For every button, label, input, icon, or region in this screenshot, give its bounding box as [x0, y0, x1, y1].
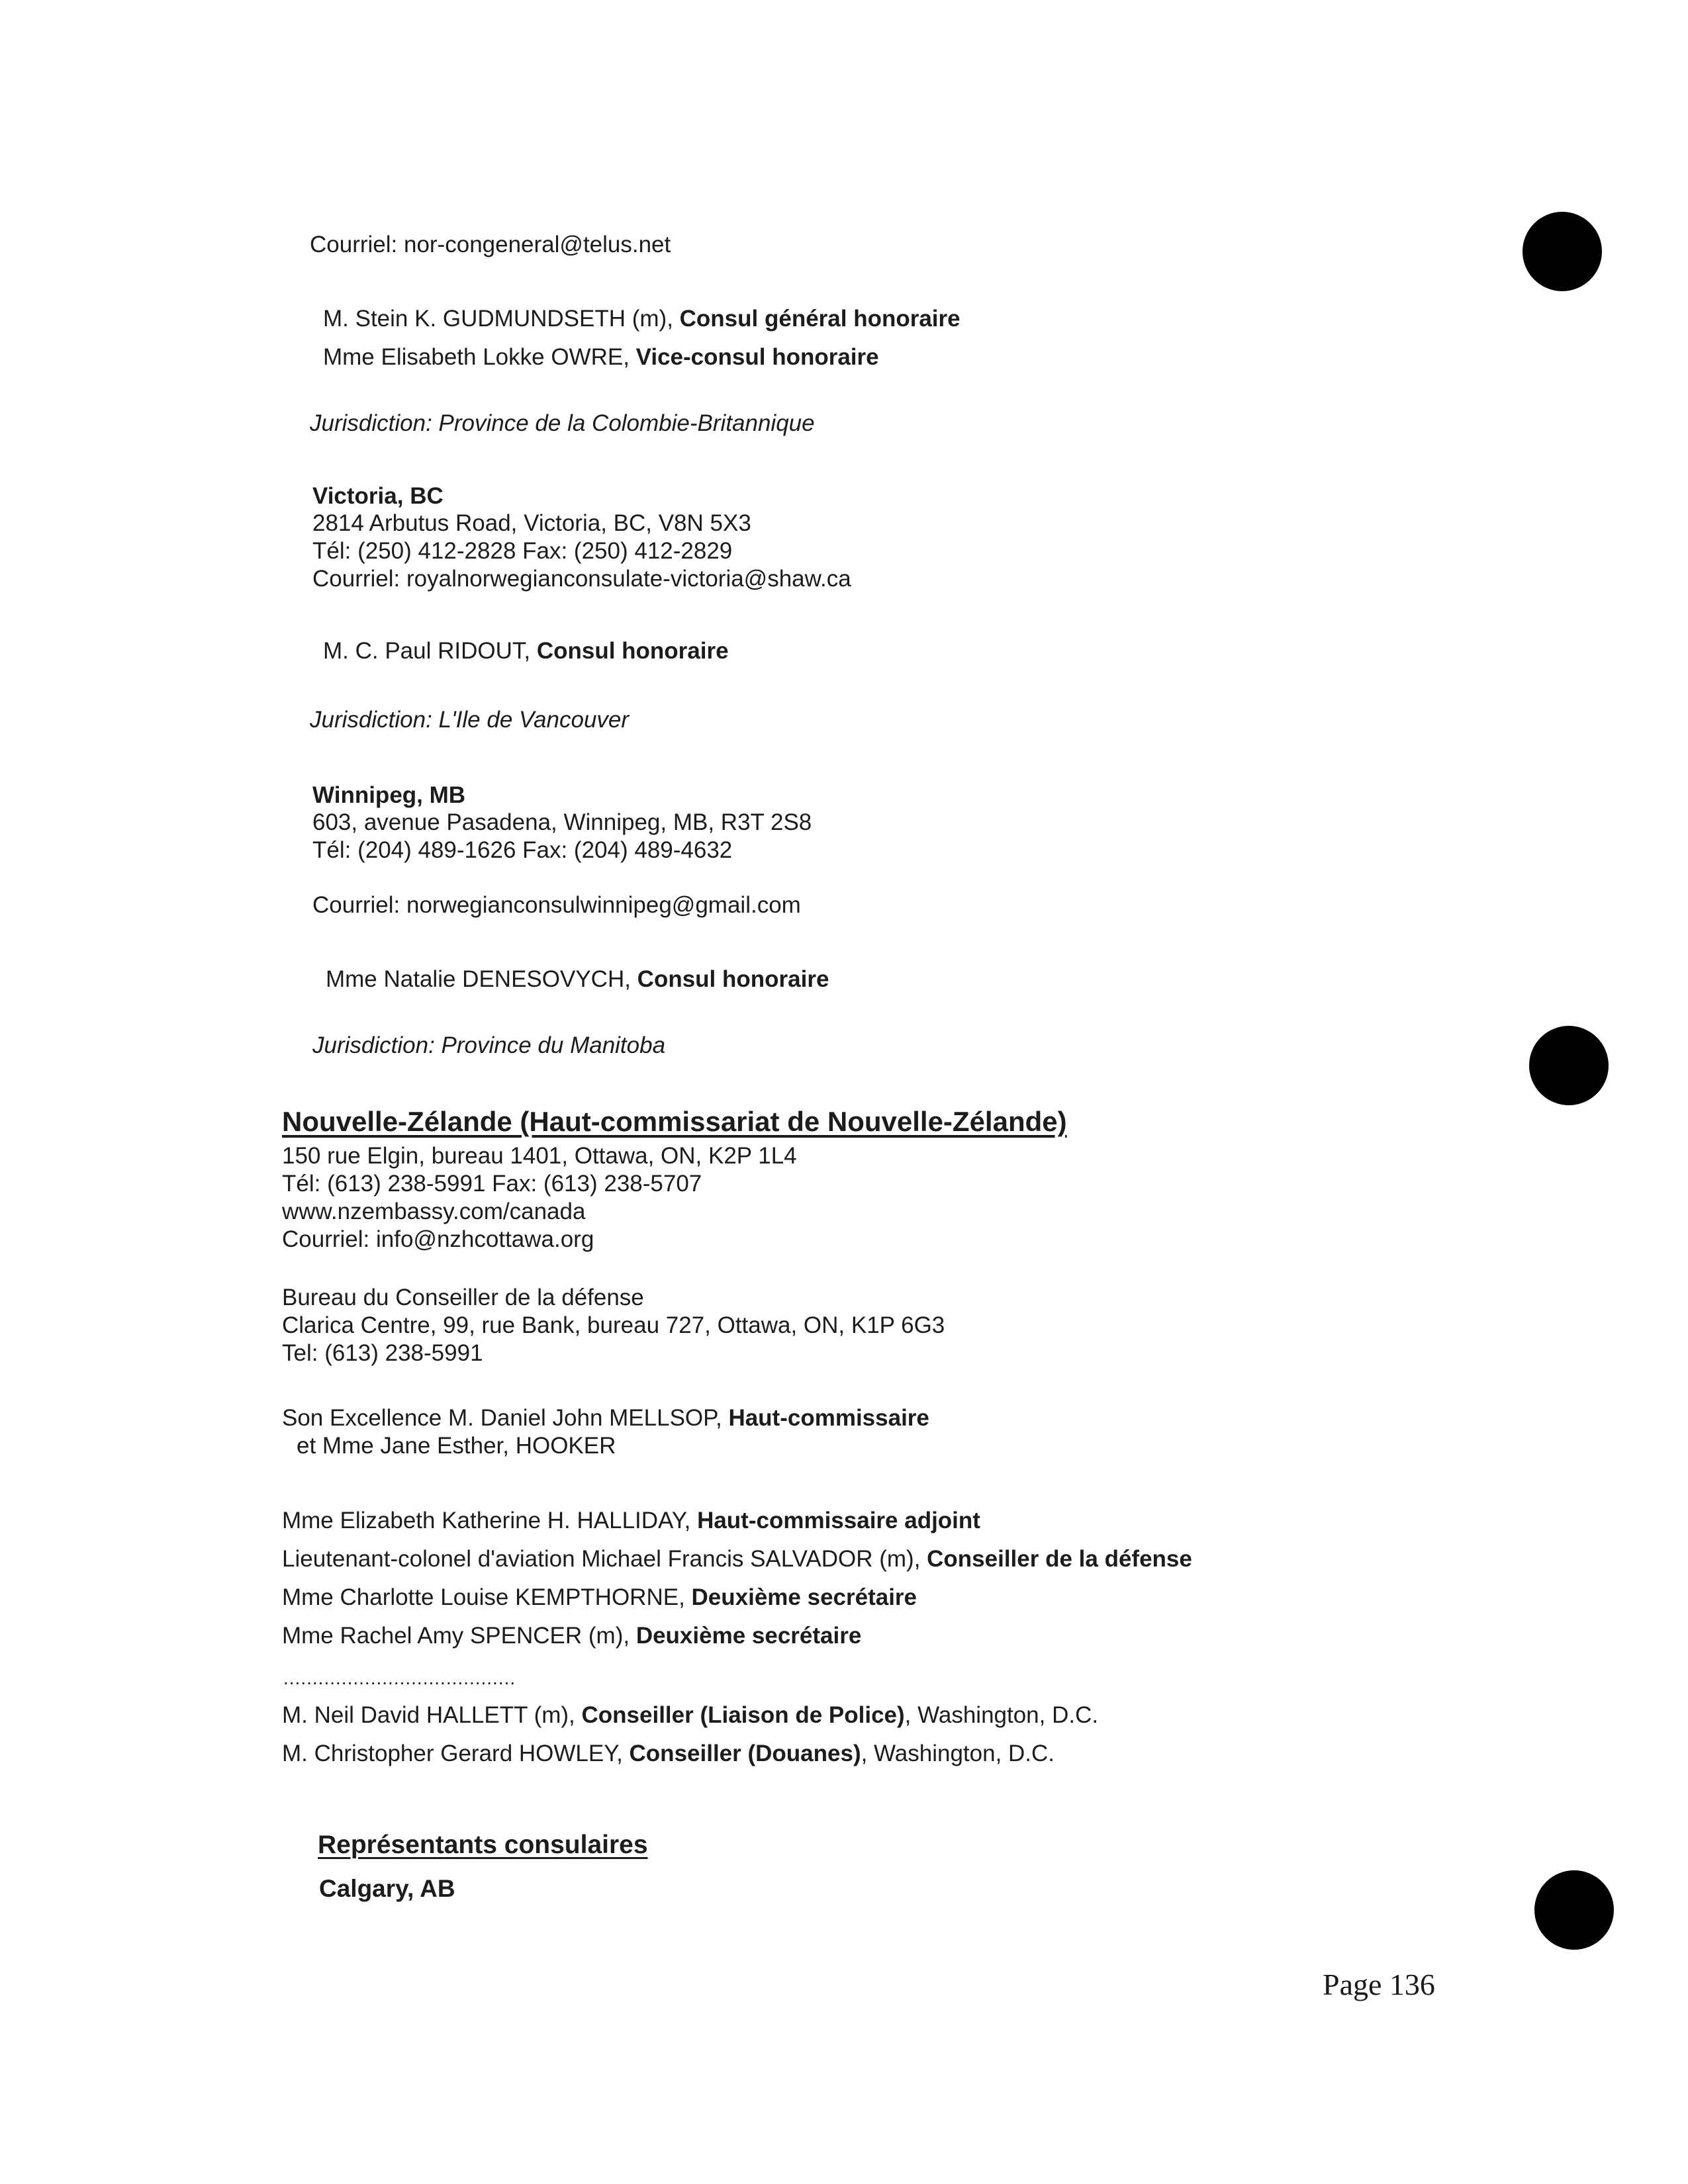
- vancouver-jurisdiction: Jurisdiction: Province de la Colombie-Britannique: [310, 410, 815, 436]
- nz-staff-halliday: Mme Elizabeth Katherine H. HALLIDAY, Haut-commissaire adjoint: [282, 1508, 980, 1533]
- victoria-phone: Tél: (250) 412-2828 Fax: (250) 412-2829: [312, 538, 733, 564]
- winnipeg-phone: Tél: (204) 489-1626 Fax: (204) 489-4632: [312, 837, 733, 863]
- page-number: Page 136: [1323, 1968, 1435, 2001]
- winnipeg-address: 603, avenue Pasadena, Winnipeg, MB, R3T 2S8: [312, 809, 812, 835]
- person-denesovych: Mme Natalie DENESOVYCH, Consul honoraire: [326, 966, 829, 992]
- person-ridout: M. C. Paul RIDOUT, Consul honoraire: [323, 638, 729, 664]
- nz-defence-office: Bureau du Conseiller de la défense: [282, 1285, 644, 1310]
- winnipeg-city: Winnipeg, MB: [312, 782, 466, 808]
- nz-defence-address: Clarica Centre, 99, rue Bank, bureau 727, Ottawa, ON, K1P 6G3: [282, 1312, 945, 1338]
- vancouver-email: Courriel: nor-congeneral@telus.net: [310, 232, 671, 257]
- nz-staff-salvador: Lieutenant-colonel d'aviation Michael Francis SALVADOR (m), Conseiller de la défense: [282, 1546, 1192, 1572]
- nz-email: Courriel: info@nzhcottawa.org: [282, 1226, 594, 1252]
- consular-city-calgary: Calgary, AB: [319, 1875, 455, 1902]
- nz-staff-hallett: M. Neil David HALLETT (m), Conseiller (Liaison de Police), Washington, D.C.: [282, 1702, 1099, 1728]
- victoria-city: Victoria, BC: [312, 483, 444, 509]
- winnipeg-jurisdiction: Jurisdiction: Province du Manitoba: [312, 1032, 666, 1058]
- consular-heading: Représentants consulaires: [318, 1831, 648, 1859]
- binder-hole-bottom: [1534, 1870, 1614, 1950]
- nz-staff-howley: M. Christopher Gerard HOWLEY, Conseiller (Douanes), Washington, D.C.: [282, 1741, 1055, 1766]
- nz-heading: Nouvelle-Zélande (Haut-commissariat de Nouvelle-Zélande): [282, 1106, 1067, 1137]
- victoria-jurisdiction: Jurisdiction: L'Ile de Vancouver: [310, 707, 630, 733]
- winnipeg-email: Courriel: norwegianconsulwinnipeg@gmail.com: [312, 892, 801, 918]
- victoria-address: 2814 Arbutus Road, Victoria, BC, V8N 5X3: [312, 510, 751, 536]
- nz-staff-kempthorne: Mme Charlotte Louise KEMPTHORNE, Deuxième secrétaire: [282, 1584, 917, 1610]
- nz-address: 150 rue Elgin, bureau 1401, Ottawa, ON, K2P 1L4: [282, 1143, 797, 1169]
- binder-hole-top: [1523, 212, 1602, 291]
- person-gudmundseth: M. Stein K. GUDMUNDSETH (m), Consul général honoraire: [323, 306, 961, 332]
- victoria-email: Courriel: royalnorwegianconsulate-victoria@shaw.ca: [312, 566, 851, 592]
- nz-staff-spencer: Mme Rachel Amy SPENCER (m), Deuxième secrétaire: [282, 1623, 862, 1649]
- nz-head: Son Excellence M. Daniel John MELLSOP, Haut-commissaire: [282, 1405, 929, 1431]
- nz-separator: ........................................: [283, 1668, 516, 1688]
- binder-hole-middle: [1529, 1026, 1609, 1105]
- nz-website: www.nzembassy.com/canada: [282, 1199, 586, 1224]
- nz-head-spouse: et Mme Jane Esther, HOOKER: [297, 1433, 616, 1459]
- nz-defence-phone: Tel: (613) 238-5991: [282, 1340, 483, 1366]
- person-owre: Mme Elisabeth Lokke OWRE, Vice-consul honoraire: [323, 344, 879, 370]
- nz-phone: Tél: (613) 238-5991 Fax: (613) 238-5707: [282, 1171, 702, 1197]
